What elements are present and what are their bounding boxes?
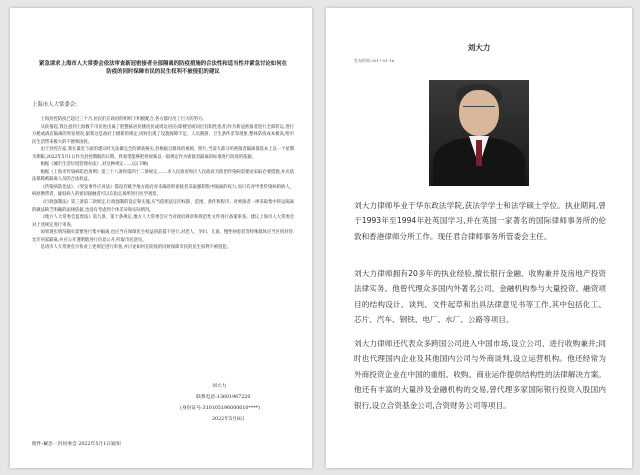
document-paragraph: 根据《上海市传染病防治条例》第三十八条和第四十二条规定,……市人民政府和区人民政府为防治传染病需要而采取必要措施,并应依法保障被隔离人员的合法权益。 <box>32 169 294 183</box>
signature-phone: 联系电话:13601967220 <box>196 395 251 400</box>
document-paragraph: 如果现实情况确实需要进行集中隔离,也应当在保障民生权益的前提下进行,对老人、孕妇、儿童、慢性病患者等特殊群体应当区别对待,允许居家隔离,并应公开透明地进行信息公开,听取市民意见。 <box>32 230 294 243</box>
profile-paragraph: 刘大力律师毕业于华东政法学院,获法学学士和法学硕士学位。执业期间,曾于1993年至1994年赴英国学习,并在英国一家著名的国际律师事务所的伦敦和香港律师分所工作。现任君合律师事务所管委会主任。 <box>354 201 606 241</box>
signature-id-number: (身份证号:310105196000010****) <box>180 406 260 411</box>
document-paragraph: 恳请市人大常委会尽快对上述规定进行审查,并讨论如何在防疫的同时保障市民的民生权利不被侵犯。 <box>40 245 232 251</box>
document-title: 紧急请求上海市人大常委会依法审查新冠密接者全部隔离的防疫措施的合法性和适当性并紧急讨论如何在防疫的同时保障市民的民生权利不被侵犯的建议 <box>39 61 287 75</box>
salutation: 上海市人大常委会: <box>32 102 77 108</box>
profile-paragraph: 刘大力律师拥有20多年的执业经验,擅长银行金融、收购兼并及房地产投资法律实务。他曾代理众多国内外著名公司、金融机构参与大量投资、融资项目的结构设计、谈判、文件起草和出具法律意见书等工作,其中包括化工、芯片、汽车、钢铁、电厂、水厂、公路等项目。 <box>354 269 606 325</box>
document-paragraph: 由于封控在家,我在最近下面的建议时无法做完全的调查核实,但根据自媒体的视频、照片,当前大部分的密接者隔离都基本上以一个星期为期限,2022年5月1日作为封控期限的日期。我希望能够把将视频以一般规定作为密接者隔离的标准进行防疫的依据。 <box>32 147 294 160</box>
release-date: 发布时间:2017-01-16 <box>354 58 395 63</box>
attachment-note: 附件:紧急一封居委会 2022年5月1日通知 <box>32 442 121 447</box>
profile-paragraph: 刘大力律师还代表众多跨国公司进入中国市场,设立公司、进行收购兼并;同时也代理国内企业及其他国内公司与外商谈判,设立运营机构。他还经常为外商投资企业在中国的重组、收购、商业运作提供结构性的法律解决方案。他还有丰富的大量涉及金融机构的交易,曾代理多家国际银行投资入股国内银行,设立合资基金公司,合资财务公司等项目。 <box>354 339 606 410</box>
portrait-photo <box>429 80 529 186</box>
document-paragraph: 《地方人大常委会监督法》第九条、第十条规定,地方人大常委会应当对政府规章和规范性文件进行备案审查。建议上海市人大常委会对上述规定进行审查。 <box>32 215 294 228</box>
right-profile-page <box>326 8 632 468</box>
document-paragraph: 《行政强制法》第三条第二款规定,行政强制的设定和实施,应当依照法定的权限、范围、条件和程序。对密接者一律采取集中转运隔离的做法缺乏明确的法律依据,也没有考虑到个体差异和实际情况。 <box>32 200 294 213</box>
document-paragraph: 根据《城市生活垃圾管理办法》,对这种规定……(以下略) <box>40 162 149 168</box>
document-paragraph: 上海封控防疫已超过三个月,居民们在政府的组织下积极配合,各方都付出了巨大的努力。 <box>40 117 207 122</box>
profile-name-title: 刘大力 <box>467 43 491 52</box>
document-paragraph: 《传染病防治法》、《突发事件应对法》都没有赋予地方政府对未确诊的密接者采取强制集中隔离的权力,而只有对甲类传染病的病人、病原携带者、疑似病人的密切接触者可以在指定场所进行医学观察。 <box>32 184 294 198</box>
document-paragraph: 从疫情起,我注意到上海数千市民进出离了把整栋居民楼居民或周边居民(即楼里或同层有阳性患者)作为新冠密接者进行全部转运,进行方舱或酒店隔离的突发情况,据我这是政府上级新的规定,同时出现了设施保障不足、人员拥挤、卫生条件差等现象,整体防疫成本极高,给市民生活带来极大的不便和困扰。 <box>32 124 294 145</box>
signature-date: 2022年5月8日 <box>212 417 245 422</box>
signature-name: 刘大力 <box>212 384 227 389</box>
left-document-page <box>10 8 312 468</box>
